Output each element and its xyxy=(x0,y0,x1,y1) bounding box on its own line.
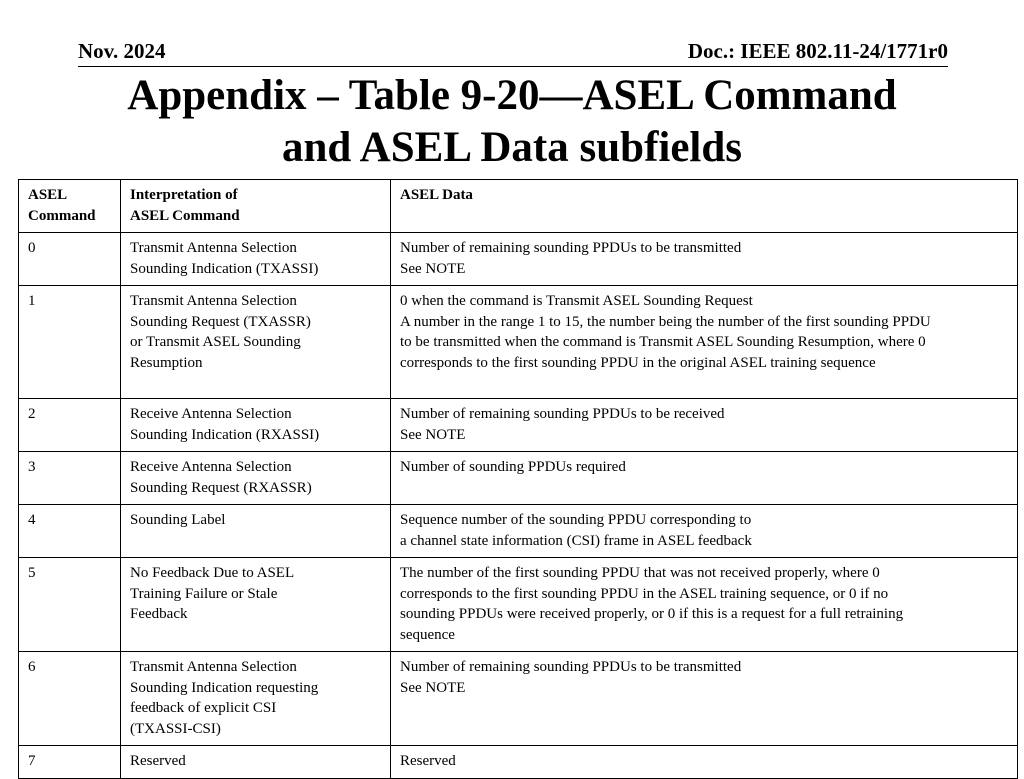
cell-asel-data: Number of remaining sounding PPDUs to be transmitted See NOTE xyxy=(391,233,1018,286)
page-title xyxy=(0,70,1024,174)
cell-asel-data: The number of the first sounding PPDU that was not received properly, where 0 corresponds to the first sounding PPDU in the ASEL training sequence, or 0 if no sounding PPDUs were received properly, or 0 if this is a request for a full retraining sequence xyxy=(391,558,1018,652)
cell-interpretation: Receive Antenna Selection Sounding Indication (RXASSI) xyxy=(121,399,391,452)
cell-interpretation: Reserved xyxy=(121,746,391,779)
cell-command: 5 xyxy=(19,558,121,652)
header-doc-id: Doc.: IEEE 802.11-24/1771r0 xyxy=(687,39,948,63)
table-header-row xyxy=(19,180,1018,233)
cell-asel-data: Sequence number of the sounding PPDU corresponding to a channel state information (CSI) frame in ASEL feedback xyxy=(391,505,1018,558)
cell-command: 2 xyxy=(19,399,121,452)
cell-asel-data: Number of remaining sounding PPDUs to be transmitted See NOTE xyxy=(391,652,1018,746)
cell-command: 7 xyxy=(19,746,121,779)
cell-interpretation: Transmit Antenna Selection Sounding Indication (TXASSI) xyxy=(121,233,391,286)
header-date: Nov. 2024 xyxy=(78,39,166,63)
table-row xyxy=(19,452,1018,505)
cell-interpretation: Sounding Label xyxy=(121,505,391,558)
cell-asel-data: 0 when the command is Transmit ASEL Sounding Request A number in the range 1 to 15, the number being the number of the first sounding PPDU to be transmitted when the command is Transmit ASEL Sounding Resumption, where 0 corresponds to the first sounding PPDU in the original ASEL training sequence xyxy=(391,286,1018,399)
cell-command: 0 xyxy=(19,233,121,286)
cell-asel-data: Reserved xyxy=(391,746,1018,779)
table-row xyxy=(19,399,1018,452)
column-header-asel-data: ASEL Data xyxy=(391,180,1018,233)
cell-asel-data: Number of remaining sounding PPDUs to be received See NOTE xyxy=(391,399,1018,452)
table-row xyxy=(19,233,1018,286)
cell-interpretation: No Feedback Due to ASEL Training Failure or Stale Feedback xyxy=(121,558,391,652)
cell-asel-data: Number of sounding PPDUs required xyxy=(391,452,1018,505)
table-row xyxy=(19,286,1018,399)
page-title-line-1: Appendix – Table 9-20—ASEL Command xyxy=(127,72,897,119)
column-header-asel-command: ASEL Command xyxy=(19,180,121,233)
asel-command-table xyxy=(18,179,1018,779)
table-row xyxy=(19,505,1018,558)
page-title-line-2: and ASEL Data subfields xyxy=(281,124,743,171)
cell-command: 6 xyxy=(19,652,121,746)
cell-interpretation: Receive Antenna Selection Sounding Request (RXASSR) xyxy=(121,452,391,505)
header-divider xyxy=(78,66,948,67)
column-header-interpretation: Interpretation of ASEL Command xyxy=(121,180,391,233)
cell-interpretation: Transmit Antenna Selection Sounding Indication requesting feedback of explicit CSI (TXASSI-CSI) xyxy=(121,652,391,746)
cell-command: 4 xyxy=(19,505,121,558)
table-row xyxy=(19,558,1018,652)
table-row xyxy=(19,652,1018,746)
cell-command: 3 xyxy=(19,452,121,505)
cell-interpretation: Transmit Antenna Selection Sounding Request (TXASSR) or Transmit ASEL Sounding Resumption xyxy=(121,286,391,399)
table-row xyxy=(19,746,1018,779)
cell-command: 1 xyxy=(19,286,121,399)
